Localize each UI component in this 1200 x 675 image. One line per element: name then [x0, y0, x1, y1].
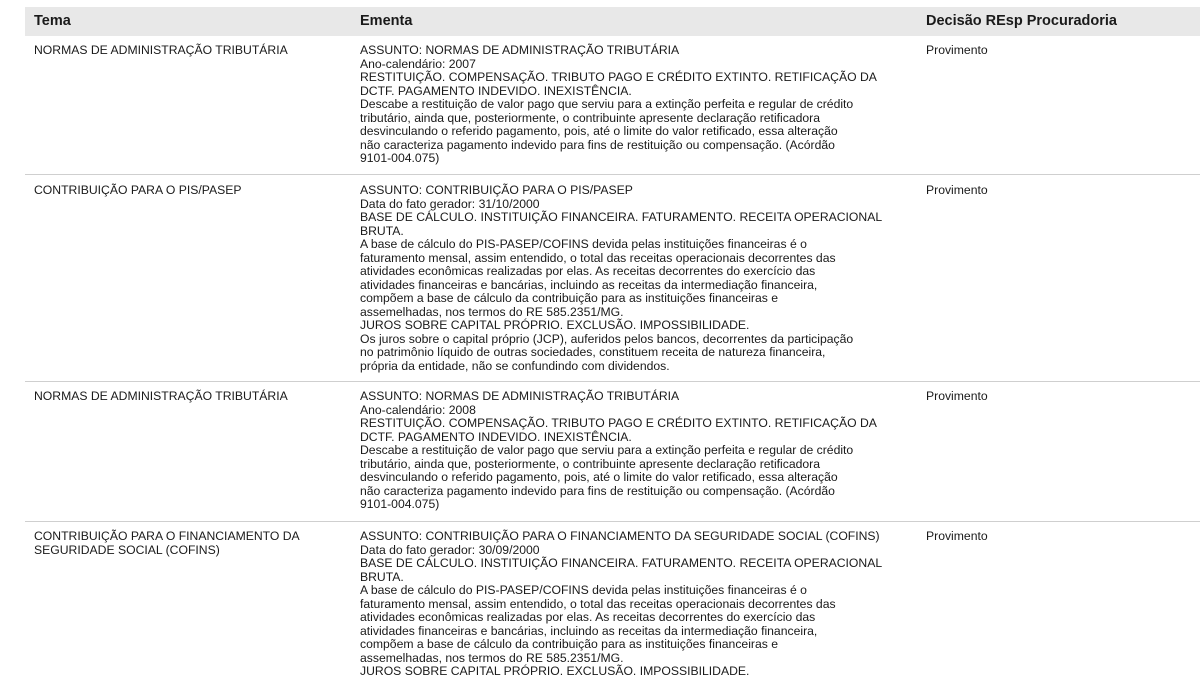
- text-line: desvinculando o referido pagamento, pois, até o limite do valor retificado, essa alteração: [360, 124, 838, 138]
- text-line: BRUTA.: [360, 569, 404, 584]
- text-line: Data do fato gerador: 31/10/2000: [360, 196, 540, 211]
- cell-ementa: [360, 530, 920, 675]
- text-line: RESTITUIÇÃO. COMPENSAÇÃO. TRIBUTO PAGO E CRÉDITO EXTINTO. RETIFICAÇÃO DA: [360, 70, 877, 84]
- text-line: tributário, ainda que, posteriormente, o contribuinte apresente declaração retificadora: [360, 110, 821, 125]
- text-line: CONTRIBUIÇÃO PARA O PIS/PASEP: [34, 183, 242, 197]
- cell-decisao: Provimento: [926, 529, 988, 543]
- cell-ementa: [360, 390, 920, 512]
- text-line: A base de cálculo do PIS-PASEP/COFINS devida pelas instituições financeiras é o: [360, 237, 807, 251]
- text-line: JUROS SOBRE CAPITAL PRÓPRIO. EXCLUSÃO. IMPOSSIBILIDADE.: [360, 664, 750, 675]
- text-line: faturamento mensal, assim entendido, o total das receitas operacionais decorrentes das: [360, 596, 836, 611]
- text-line: Descabe a restituição de valor pago que serviu para a extinção perfeita e regular de crédito: [360, 443, 854, 457]
- text-line: compõem a base de cálculo da contribuição para as instituições financeiras e: [360, 291, 778, 305]
- cell-tema: [34, 530, 334, 557]
- text-line: faturamento mensal, assim entendido, o total das receitas operacionais decorrentes das: [360, 250, 836, 265]
- text-line: atividades financeiras e bancárias, incluindo as receitas da intermediação financeira,: [360, 623, 818, 638]
- text-line: tributário, ainda que, posteriormente, o contribuinte apresente declaração retificadora: [360, 456, 821, 471]
- text-line: Ano-calendário: 2007: [360, 56, 476, 71]
- text-line: NORMAS DE ADMINISTRAÇÃO TRIBUTÁRIA: [34, 389, 288, 403]
- row-divider: [25, 174, 1200, 175]
- text-line: CONTRIBUIÇÃO PARA O FINANCIAMENTO DA: [34, 529, 300, 543]
- cell-decisao: Provimento: [926, 43, 988, 57]
- text-line: não caracteriza pagamento indevido para fins de restituição ou compensação. (Acórdão: [360, 137, 835, 152]
- text-line: BASE DE CÁLCULO. INSTITUIÇÃO FINANCEIRA. FATURAMENTO. RECEITA OPERACIONAL: [360, 210, 883, 224]
- text-line: 9101-004.075): [360, 151, 440, 165]
- text-line: DCTF. PAGAMENTO INDEVIDO. INEXISTÊNCIA.: [360, 83, 632, 98]
- row-divider: [25, 521, 1200, 522]
- text-line: ASSUNTO: CONTRIBUIÇÃO PARA O PIS/PASEP: [360, 183, 633, 197]
- text-line: NORMAS DE ADMINISTRAÇÃO TRIBUTÁRIA: [34, 43, 288, 57]
- text-line: A base de cálculo do PIS-PASEP/COFINS devida pelas instituições financeiras é o: [360, 583, 807, 597]
- cell-tema: [34, 390, 334, 404]
- header-ementa: Ementa: [360, 13, 413, 29]
- text-line: ASSUNTO: NORMAS DE ADMINISTRAÇÃO TRIBUTÁRIA: [360, 389, 680, 403]
- text-line: Ano-calendário: 2008: [360, 402, 476, 417]
- text-line: Data do fato gerador: 30/09/2000: [360, 542, 540, 557]
- text-line: assemelhadas, nos termos do RE 585.2351/MG.: [360, 304, 624, 319]
- text-line: assemelhadas, nos termos do RE 585.2351/MG.: [360, 650, 624, 665]
- text-line: DCTF. PAGAMENTO INDEVIDO. INEXISTÊNCIA.: [360, 429, 632, 444]
- text-line: BRUTA.: [360, 223, 404, 238]
- text-line: compõem a base de cálculo da contribuição para as instituições financeiras e: [360, 637, 778, 651]
- text-line: Descabe a restituição de valor pago que serviu para a extinção perfeita e regular de crédito: [360, 97, 854, 111]
- text-line: 9101-004.075): [360, 497, 440, 511]
- text-line: RESTITUIÇÃO. COMPENSAÇÃO. TRIBUTO PAGO E CRÉDITO EXTINTO. RETIFICAÇÃO DA: [360, 416, 877, 430]
- text-line: BASE DE CÁLCULO. INSTITUIÇÃO FINANCEIRA. FATURAMENTO. RECEITA OPERACIONAL: [360, 556, 883, 570]
- cell-ementa: [360, 44, 920, 166]
- header-decisao: Decisão REsp Procuradoria: [926, 13, 1117, 29]
- text-line: JUROS SOBRE CAPITAL PRÓPRIO. EXCLUSÃO. IMPOSSIBILIDADE.: [360, 318, 750, 332]
- text-line: própria da entidade, não se confundindo com dividendos.: [360, 358, 670, 373]
- cell-tema: [34, 184, 334, 198]
- cell-decisao: Provimento: [926, 389, 988, 403]
- table-header: [25, 7, 1200, 36]
- row-divider: [25, 381, 1200, 382]
- header-tema: Tema: [34, 13, 71, 29]
- text-line: atividades econômicas realizadas por elas. As receitas decorrentes do exercício das: [360, 610, 816, 624]
- text-line: desvinculando o referido pagamento, pois, até o limite do valor retificado, essa alteração: [360, 470, 838, 484]
- text-line: ASSUNTO: CONTRIBUIÇÃO PARA O FINANCIAMENTO DA SEGURIDADE SOCIAL (COFINS): [360, 529, 880, 543]
- cell-ementa: [360, 184, 920, 373]
- text-line: no patrimônio líquido de outras sociedades, constituem receita de natureza financeira,: [360, 345, 826, 359]
- text-line: ASSUNTO: NORMAS DE ADMINISTRAÇÃO TRIBUTÁRIA: [360, 43, 680, 57]
- text-line: atividades econômicas realizadas por elas. As receitas decorrentes do exercício das: [360, 264, 816, 278]
- text-line: atividades financeiras e bancárias, incluindo as receitas da intermediação financeira,: [360, 277, 818, 292]
- text-line: Os juros sobre o capital próprio (JCP), auferidos pelos bancos, decorrentes da participação: [360, 331, 854, 346]
- text-line: não caracteriza pagamento indevido para fins de restituição ou compensação. (Acórdão: [360, 483, 835, 498]
- text-line: SEGURIDADE SOCIAL (COFINS): [34, 542, 220, 557]
- cell-decisao: Provimento: [926, 183, 988, 197]
- cell-tema: [34, 44, 334, 58]
